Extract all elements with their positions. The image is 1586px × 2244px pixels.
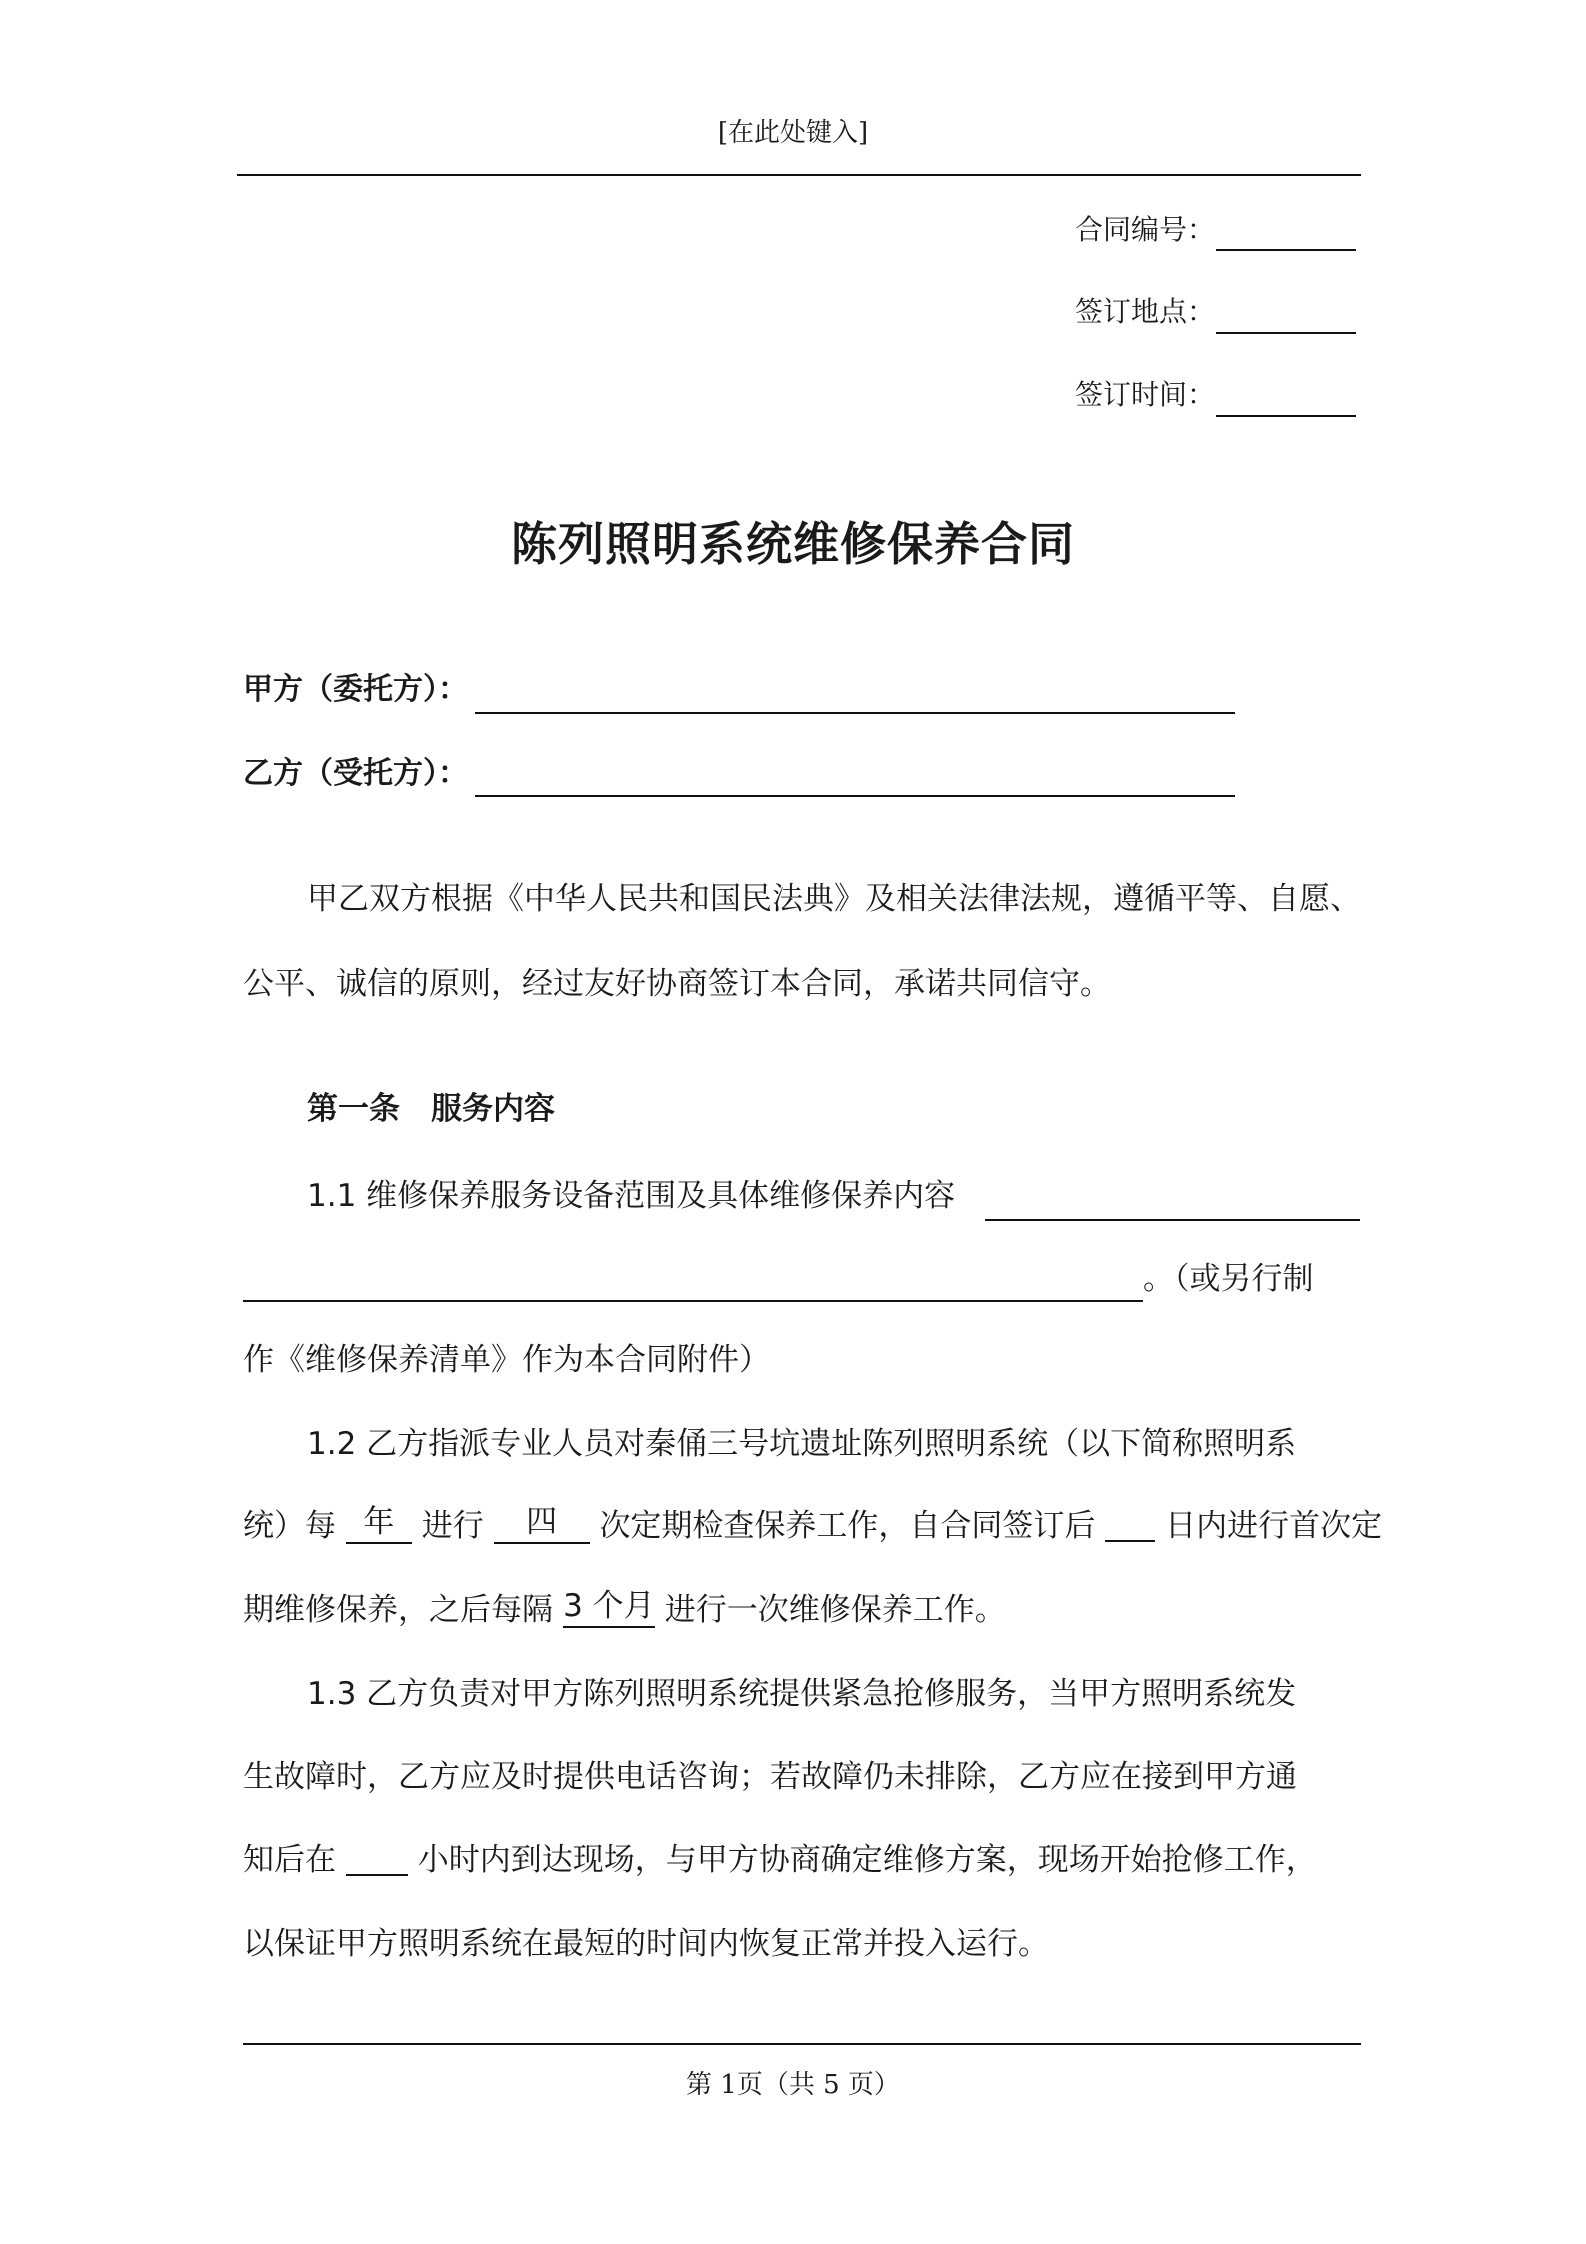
maintenance-times-field[interactable]: 四 <box>494 1502 590 1544</box>
sign-place-label: 签订地点： <box>1075 295 1216 328</box>
preamble-line-2: 公平、诚信的原则，经过友好协商签订本合同，承诺共同信守。 <box>243 966 1111 1002</box>
clause-1-3-text-b: 小时内到达现场，与甲方协商确定维修方案，现场开始抢修工作， <box>417 1842 1317 1878</box>
header-divider <box>237 174 1361 176</box>
sign-time-label: 签订时间： <box>1075 378 1216 411</box>
party-a-field[interactable] <box>475 712 1235 714</box>
footer-divider <box>243 2043 1361 2045</box>
clause-1-2-text-d: 日内进行首次定 <box>1165 1508 1383 1544</box>
clause-1-1-line-2-tail: 。（或另行制 <box>1143 1261 1314 1297</box>
clause-1-2-text-e: 期维修保养，之后每隔 <box>243 1592 553 1628</box>
sign-time-field[interactable] <box>1216 415 1356 417</box>
preamble-line-1: 甲乙双方根据《中华人民共和国民法典》及相关法律法规，遵循平等、自愿、 <box>307 881 1361 917</box>
clause-1-2-text-c: 次定期检查保养工作，自合同签订后 <box>599 1508 1096 1544</box>
first-maintenance-days-field[interactable] <box>1105 1502 1155 1542</box>
maintenance-period-field[interactable]: 年 <box>346 1502 412 1544</box>
clause-1-1-line-1: 1.1 维修保养服务设备范围及具体维修保养内容 <box>307 1178 956 1214</box>
clause-1-2-line-1: 1.2 乙方指派专业人员对秦俑三号坑遗址陈列照明系统（以下简称照明系 <box>307 1426 1297 1462</box>
clause-1-2-line-2 <box>243 1502 1382 1550</box>
clause-1-2-line-3 <box>243 1586 1006 1634</box>
response-hours-field[interactable] <box>346 1836 408 1876</box>
sign-place-field[interactable] <box>1216 332 1356 334</box>
article-1-heading: 第一条 服务内容 <box>307 1091 555 1127</box>
contract-number-field[interactable] <box>1216 249 1356 251</box>
party-b-field[interactable] <box>475 795 1235 797</box>
clause-1-1-blank-b[interactable] <box>243 1300 1143 1302</box>
clause-1-2-text-b: 进行 <box>421 1508 484 1544</box>
clause-1-3-line-3 <box>243 1836 1317 1884</box>
clause-1-3-text-a: 知后在 <box>243 1842 336 1878</box>
clause-1-3-line-2: 生故障时，乙方应及时提供电话咨询；若故障仍未排除，乙方应在接到甲方通 <box>243 1759 1297 1795</box>
party-a-label: 甲方（委托方）： <box>243 672 468 707</box>
clause-1-1-line-3: 作《维修保养清单》作为本合同附件） <box>243 1342 770 1378</box>
clause-1-2-text-a: 统）每 <box>243 1508 336 1544</box>
clause-1-2-text-f: 进行一次维修保养工作。 <box>664 1592 1006 1628</box>
clause-1-3-line-1: 1.3 乙方负责对甲方陈列照明系统提供紧急抢修服务，当甲方照明系统发 <box>307 1676 1297 1712</box>
page-header: [在此处键入] <box>717 118 869 148</box>
clause-1-3-line-4: 以保证甲方照明系统在最短的时间内恢复正常并投入运行。 <box>243 1926 1049 1962</box>
document-title: 陈列照明系统维修保养合同 <box>511 517 1075 571</box>
contract-number-label: 合同编号： <box>1075 213 1216 246</box>
maintenance-interval-field[interactable]: 3 个月 <box>563 1586 655 1628</box>
page-footer: 第 1页（共 5 页） <box>686 2070 900 2100</box>
party-b-label: 乙方（受托方）： <box>243 756 468 791</box>
clause-1-1-blank-a[interactable] <box>985 1219 1360 1221</box>
